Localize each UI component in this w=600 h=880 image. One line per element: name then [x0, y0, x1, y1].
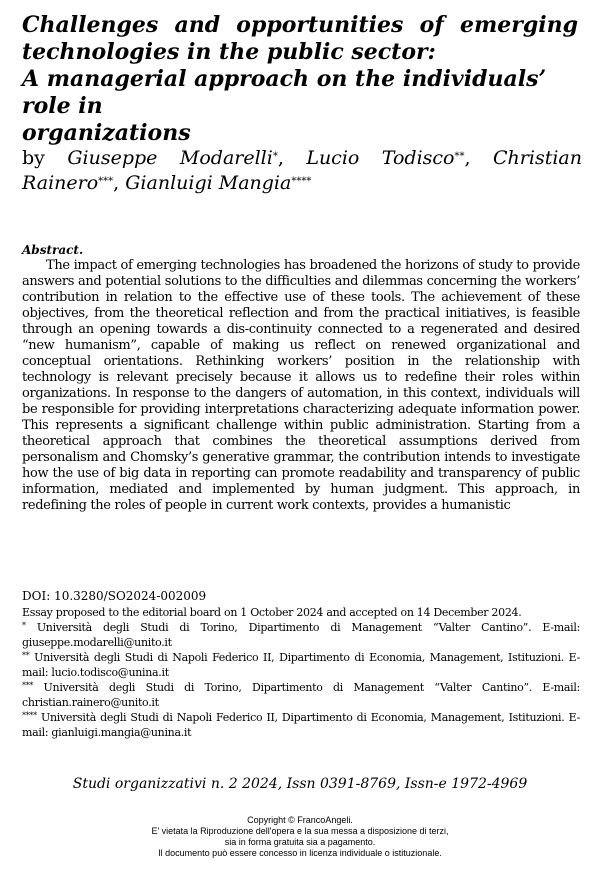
byline-line-2: [22, 171, 582, 196]
footnote-mark: *: [272, 151, 278, 162]
title-line-2: technologies in the public sector:: [22, 39, 436, 65]
byline-line-1: [22, 146, 582, 171]
title-line-1: Challenges and opportunities of emerging: [22, 12, 578, 38]
footnote-text: Università degli Studi di Napoli Federico II, Dipartimento di Economia, Management, Istituzioni. E-mail: lucio.todisco@unina.it: [22, 651, 580, 679]
abstract-text: The impact of emerging technologies has broadened the horizons of study to provide answers and potential solutions to the difficulties and dilemmas concerning the workers’ contribution in relation to the effective use of these tools. The achievement of these objectives, from the theoretical reflection and from the practical initiatives, is feasible through an opening towards a dis-continuity connected to a regenerated and desired “new humanism”, capable of making us reflect on renewed organizational and conceptual orientations. Rethinking workers’ position in the relationship with technology is relevant precisely because it allows us to redefine their roles within organizations. In response to the dangers of automation, in this context, individuals will be responsible for providing interpretations characterizing adequate information power. This represents a significant challenge within public administration. Starting from a theoretical approach that combines the theoretical assumptions derived from personalism and Chomsky’s generative grammar, the contribution intends to investigate how the use of big data in reporting can promote readability and transparency of public information, mediated and implemented by human judgment. This approach, in redefining the roles of people in current work contexts, provides a humanistic: [22, 258, 580, 513]
copyright-notice: [0, 815, 600, 859]
footnote-4: [22, 710, 580, 740]
author-separator: ,: [464, 147, 494, 169]
footnotes-section: [22, 589, 580, 740]
footnote-2: [22, 650, 580, 680]
doi-line: DOI: 10.3280/SO2024-002009: [22, 589, 207, 603]
footnote-mark: **: [22, 651, 30, 660]
footnote-mark: ****: [22, 711, 37, 720]
journal-citation: Studi organizzativi n. 2 2024, Issn 0391-8769, Issn-e 1972-4969: [72, 776, 528, 792]
footnote-mark: ***: [98, 176, 114, 187]
author-name: Rainero: [22, 172, 99, 194]
author-name: Lucio Todisco: [306, 147, 455, 169]
author-separator: ,: [277, 147, 307, 169]
copyright-line-1: Copyright © FrancoAngeli.: [247, 815, 353, 825]
footnote-1: [22, 620, 580, 650]
author-byline: [22, 146, 582, 196]
footnote-text: Università degli Studi di Torino, Dipartimento di Management “Valter Cantino”. E-mail: giuseppe.modarelli@unito.it: [22, 621, 580, 649]
title-line-3: A managerial approach on the individuals’ role in: [22, 66, 547, 119]
by-label: by: [22, 147, 45, 169]
footnote-3: [22, 680, 580, 710]
abstract-heading: Abstract.: [22, 243, 84, 257]
footnote-mark: **: [454, 151, 465, 162]
footnote-text: Università degli Studi di Napoli Federico II, Dipartimento di Economia, Management, Istituzioni. E-mail: gianluigi.mangia@unina.it: [22, 711, 580, 739]
author-name: Gianluigi Mangia: [125, 172, 292, 194]
footnote-mark: ***: [22, 681, 34, 690]
paper-title: [22, 12, 578, 147]
essay-note: Essay proposed to the editorial board on 1 October 2024 and accepted on 14 December 2024.: [22, 606, 522, 619]
footnote-mark: ****: [291, 176, 312, 187]
copyright-line-4: Il documento può essere concesso in licenza individuale o istituzionale.: [158, 848, 442, 858]
title-line-4: organizations: [22, 120, 191, 146]
copyright-line-3: sia in forma gratuita sia a pagamento.: [224, 837, 376, 847]
copyright-line-2: E' vietata la Riproduzione dell'opera e la sua messa a disposizione di terzi,: [151, 826, 449, 836]
footnote-mark: *: [22, 621, 26, 630]
author-name: Christian: [493, 147, 582, 169]
abstract-section: [22, 242, 580, 514]
footnote-text: Università degli Studi di Torino, Dipartimento di Management “Valter Cantino”. E-mail: christian.rainero@unito.it: [22, 681, 580, 709]
author-separator: ,: [113, 172, 126, 194]
author-name: Giuseppe Modarelli: [67, 147, 273, 169]
